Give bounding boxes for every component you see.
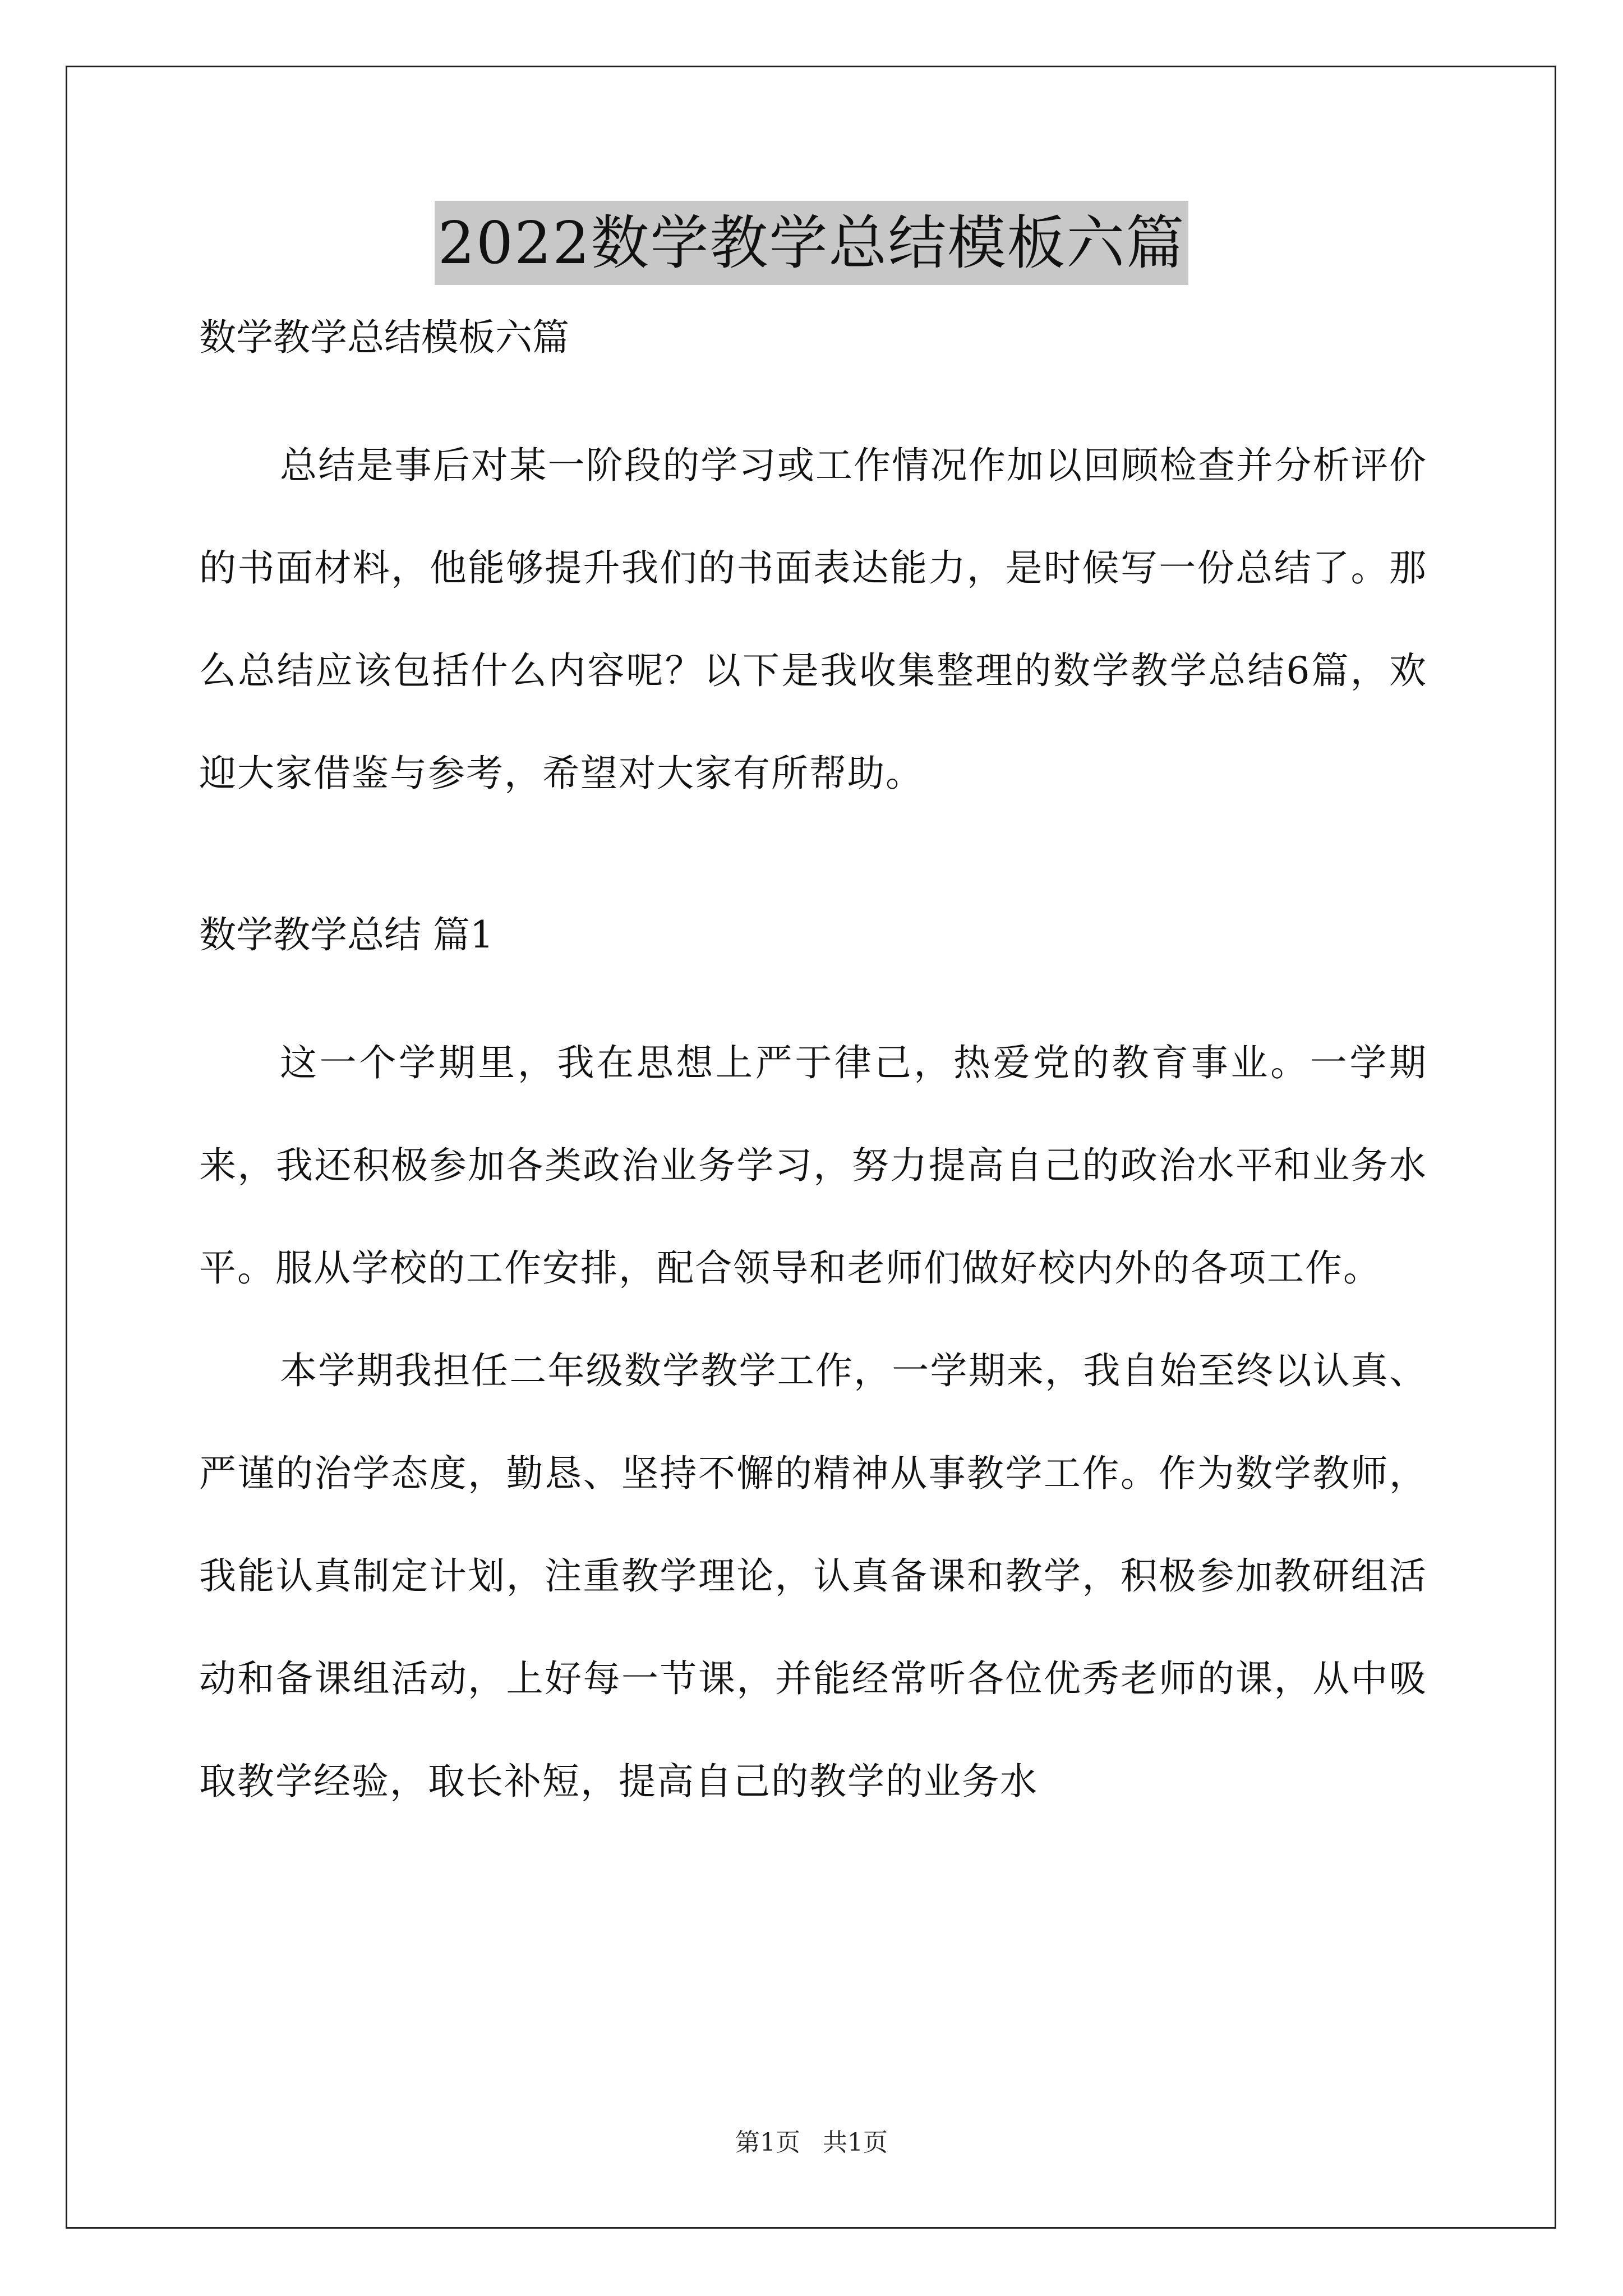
page-number: 第1页 <box>735 2128 800 2157</box>
document-body <box>199 311 1427 1833</box>
document-title: 2022数学教学总结模板六篇 <box>435 201 1189 285</box>
section1-paragraph-1: 这一个学期里，我在思想上严于律己，热爱党的教育事业。一学期来，我还积极参加各类政治业务学习，努力提高自己的政治水平和业务水平。服从学校的工作安排，配合领导和老师们做好校内外的各项工作。 <box>199 1041 1427 1290</box>
section-heading-1: 数学教学总结 篇1 <box>199 913 494 956</box>
document-subtitle: 数学教学总结模板六篇 <box>199 316 569 359</box>
title-container <box>0 201 1623 285</box>
page-footer <box>0 2126 1623 2160</box>
intro-paragraph: 总结是事后对某一阶段的学习或工作情况作加以回顾检查并分析评价的书面材料，他能够提升我们的书面表达能力，是时候写一份总结了。那么总结应该包括什么内容呢？以下是我收集整理的数学教学总结6篇，欢迎大家借鉴与参考，希望对大家有所帮助。 <box>199 444 1427 795</box>
section1-paragraph-2: 本学期我担任二年级数学教学工作，一学期来，我自始至终以认真、严谨的治学态度，勤恳、坚持不懈的精神从事教学工作。作为数学教师，我能认真制定计划，注重教学理论，认真备课和教学，积极参加教研组活动和备课组活动，上好每一节课，并能经常听各位优秀老师的课，从中吸取教学经验，取长补短，提高自己的教学的业务水 <box>199 1349 1427 1803</box>
page-total: 共1页 <box>823 2128 888 2157</box>
